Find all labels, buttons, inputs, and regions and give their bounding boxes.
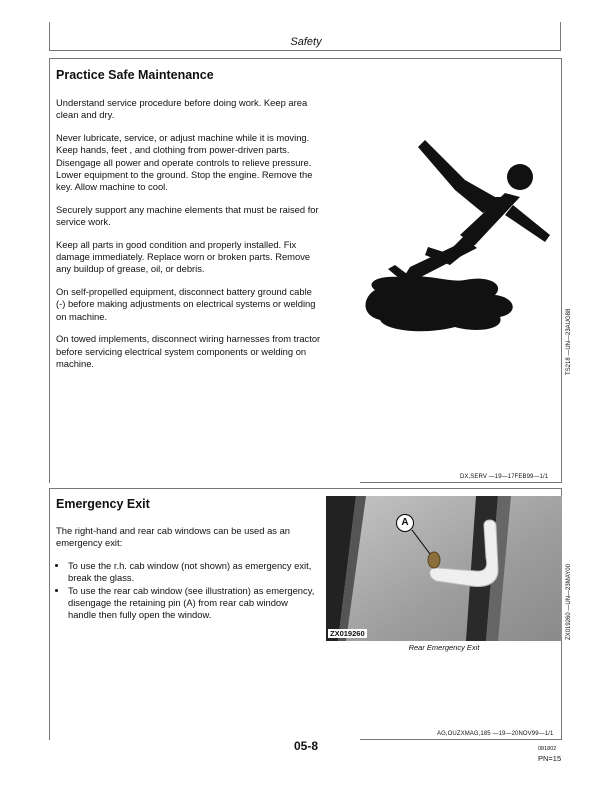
section1-paragraph: Keep all parts in good condition and properly installed. Fix damage immediately. Replace worn or broken parts. Remove any buildup of grease, oil, or debris.: [56, 238, 311, 275]
photo-id-label: ZX019260: [330, 629, 365, 638]
section1-paragraph: Understand service procedure before doing work. Keep area clean and dry.: [56, 97, 308, 121]
page-number: 05-8: [293, 739, 319, 753]
section1-paragraph: On self-propelled equipment, disconnect battery ground cable (-) before making adjustments on electrical systems or welding on machine.: [56, 285, 316, 322]
section1-bottom-rule: [360, 482, 561, 483]
list-item: • To use the r.h. cab window (not shown) as emergency exit, break the glass.: [68, 560, 316, 585]
section1-paragraph: On towed implements, disconnect wiring harnesses from tractor before servicing electrical system components or welding on machine.: [56, 333, 321, 369]
window-handle-illustration: [326, 496, 562, 641]
emergency-exit-photo: [326, 496, 562, 641]
section1-paragraph: Securely support any machine elements that must be raised for service work.: [56, 203, 319, 228]
doc-code: 081802: [538, 746, 557, 752]
header-bottom-rule: [49, 50, 561, 51]
section2-footer-code: AG,OUZXMAG,185 —19—20NOV99—1/1: [437, 731, 554, 737]
callout-a-label: A: [401, 517, 409, 528]
section1-paragraph: Never lubricate, service, or adjust machine while it is moving. Keep hands, feet , and clothing from power-driven parts. Disengage all power and operate controls to relieve pressure. Lower equipment to the ground. Stop the engine. Remove the key. Allow machine to cool.: [56, 131, 313, 193]
photo-caption: Rear Emergency Exit: [408, 643, 480, 652]
section1-body: [56, 97, 321, 380]
page-header-title: Safety: [290, 36, 322, 48]
section2-intro: The right-hand and rear cab windows can be used as an emergency exit:: [56, 525, 290, 549]
section1-footer-code: DX,SERV —19—17FEB99—1/1: [460, 474, 549, 480]
pn-label: PN=15: [538, 754, 562, 763]
section2-title: Emergency Exit: [56, 497, 150, 511]
section2-body: [56, 525, 316, 622]
section2-image-code: ZX019260 —UN—23MAY00: [566, 564, 572, 640]
callout-a-marker: [396, 514, 414, 532]
falling-person-illustration: [355, 135, 570, 350]
list-item: • To use the rear cab window (see illustration) as emergency, disengage the retaining pin (A) from rear cab window handle then fully open the window.: [68, 585, 316, 622]
section1-image-code: TS218 —UN—23AUG88: [566, 308, 572, 375]
section2-bullet-list: [56, 560, 316, 622]
section1-title: Practice Safe Maintenance: [56, 68, 214, 82]
